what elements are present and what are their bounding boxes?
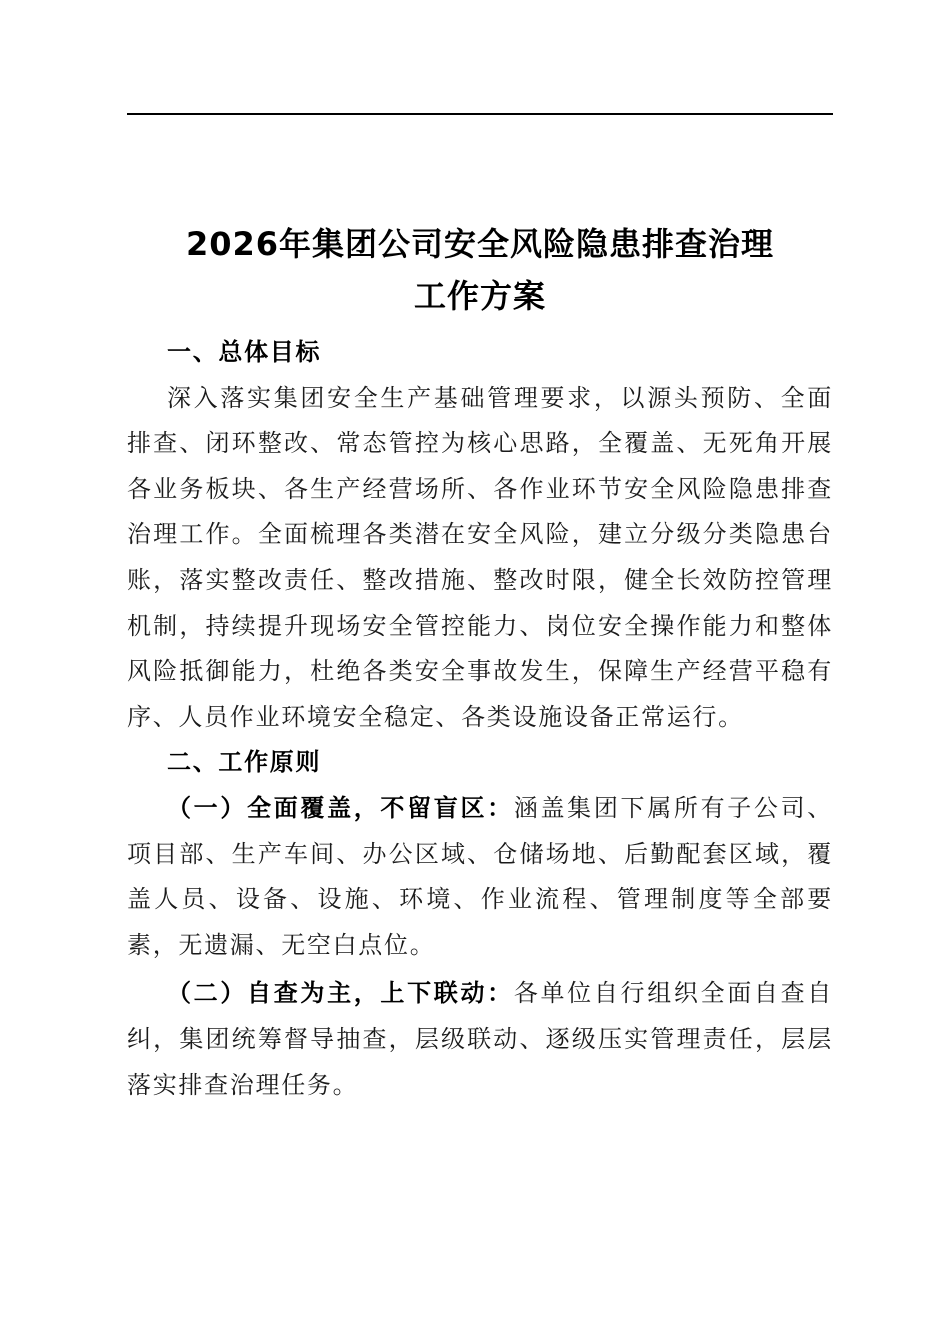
document-title [127, 218, 833, 322]
objectives-paragraph: 深入落实集团安全生产基础管理要求，以源头预防、全面排查、闭环整改、常态管控为核心思路，全覆盖、无死角开展各业务板块、各生产经营场所、各作业环节安全风险隐患排查治理工作。全面梳理各类潜在安全风险，建立分级分类隐患台账，落实整改责任、整改措施、整改时限，健全长效防控管理机制，持续提升现场安全管控能力、岗位安全操作能力和整体风险抵御能力，杜绝各类安全事故发生，保障生产经营平稳有序、人员作业环境安全稳定、各类设施设备正常运行。 [127, 383, 833, 731]
document-body [127, 330, 833, 1108]
principle-lead: （二）自查为主，上下联动： [167, 979, 514, 1008]
section-heading-objectives: 一、总体目标 [167, 338, 322, 366]
principle-lead: （一）全面覆盖，不留盲区： [167, 793, 514, 822]
principle-item [127, 971, 833, 1108]
principle-item [127, 786, 833, 968]
title-line-2: 工作方案 [413, 277, 546, 315]
section-heading-principles: 二、工作原则 [167, 748, 322, 777]
principle-text: 各单位自行组织全面自查自纠，集团统筹督导抽查，层级联动、逐级压实管理责任，层层落实排查治理任务。 [127, 979, 833, 1099]
principle-text: 涵盖集团下属所有子公司、项目部、生产车间、办公区域、仓储场地、后勤配套区域，覆盖人员、设备、设施、环境、作业流程、管理制度等全部要素，无遗漏、无空白点位。 [127, 793, 833, 959]
title-line-1: 2026年集团公司安全风险隐患排查治理 [185, 225, 775, 263]
header-rule [127, 113, 833, 115]
